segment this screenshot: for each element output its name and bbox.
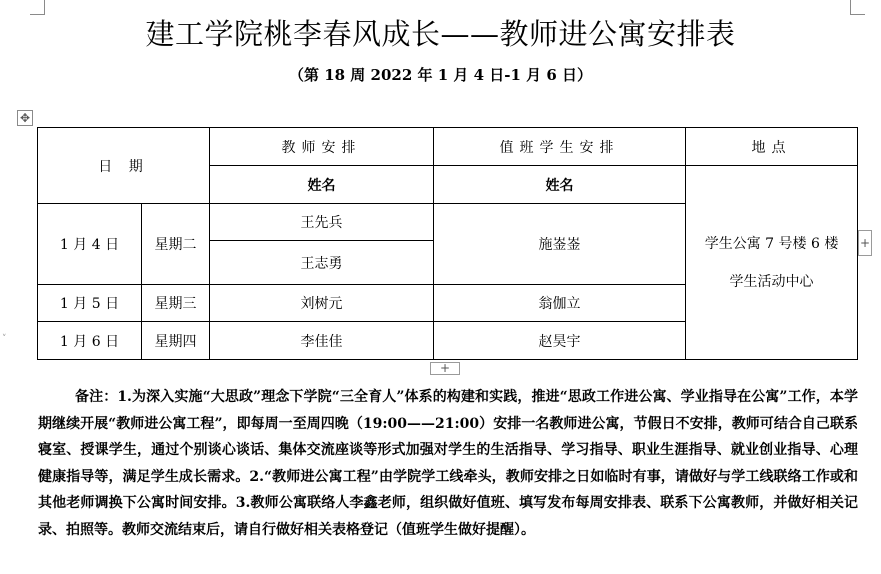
teacher-name: 王志勇 — [210, 241, 434, 285]
subheader-teacher-name: 姓名 — [210, 166, 434, 204]
row-date: 1 月 5 日 — [38, 285, 142, 322]
student-name: 施崟崟 — [434, 204, 686, 285]
row-weekday: 星期二 — [142, 204, 210, 285]
header-location: 地点 — [686, 128, 858, 166]
table-move-handle-icon[interactable]: ✥ — [17, 110, 33, 126]
document-subtitle: （第 18 周 2022 年 1 月 4 日-1 月 6 日） — [288, 66, 593, 84]
document-title: 建工学院桃李春风成长——教师进公寓安排表 — [145, 17, 736, 51]
remarks-paragraph: 备注：1.为深入实施“大思政”理念下学院“三全育人”体系的构建和实践，推进“思政工作进公寓、学业指导在公寓”工作，本学期继续开展“教师进公寓工程”，即每周一至周四晚（19:00——21:00）安排一名教师进公寓，节假日不安排，教师可结合自己联系寝室、授课学生，通过个别谈心谈话、集体交流座谈等形式加强对学生的生活指导、学习指导、职业生涯指导、就业创业指导、心理健康指导等，满足学生成长需求。2.“教师进公寓工程”由学院学工线牵头，教师安排之日如临时有事，请做好与学工线联络工作或和其他老师调换下公寓时间安排。3.教师公寓联络人李鑫老师，组织做好值班、填写发布每周安排表、联系下公寓教师，并做好相关记录、拍照等。教师交流结束后，请自行做好相关表格登记（值班学生做好提醒）。 — [38, 389, 858, 538]
student-name: 翁伽立 — [434, 285, 686, 322]
header-teacher: 教师安排 — [210, 128, 434, 166]
row-weekday: 星期四 — [142, 322, 210, 360]
schedule-table — [37, 127, 858, 360]
location-line: 学生活动中心 — [729, 273, 814, 290]
row-date: 1 月 4 日 — [38, 204, 142, 285]
row-date: 1 月 6 日 — [38, 322, 142, 360]
location-cell — [686, 166, 858, 360]
header-student: 值班学生安排 — [434, 128, 686, 166]
teacher-name: 刘树元 — [210, 285, 434, 322]
left-margin-marker: ˅ — [2, 334, 7, 344]
student-name: 赵昊宇 — [434, 322, 686, 360]
teacher-name: 李佳佳 — [210, 322, 434, 360]
add-column-button[interactable]: + — [858, 230, 872, 256]
header-date: 日 期 — [38, 128, 210, 204]
location-line: 学生公寓 7 号楼 6 楼 — [704, 235, 839, 252]
row-weekday: 星期三 — [142, 285, 210, 322]
subheader-student-name: 姓名 — [434, 166, 686, 204]
add-row-button[interactable]: + — [430, 362, 460, 375]
teacher-name: 王先兵 — [210, 204, 434, 241]
